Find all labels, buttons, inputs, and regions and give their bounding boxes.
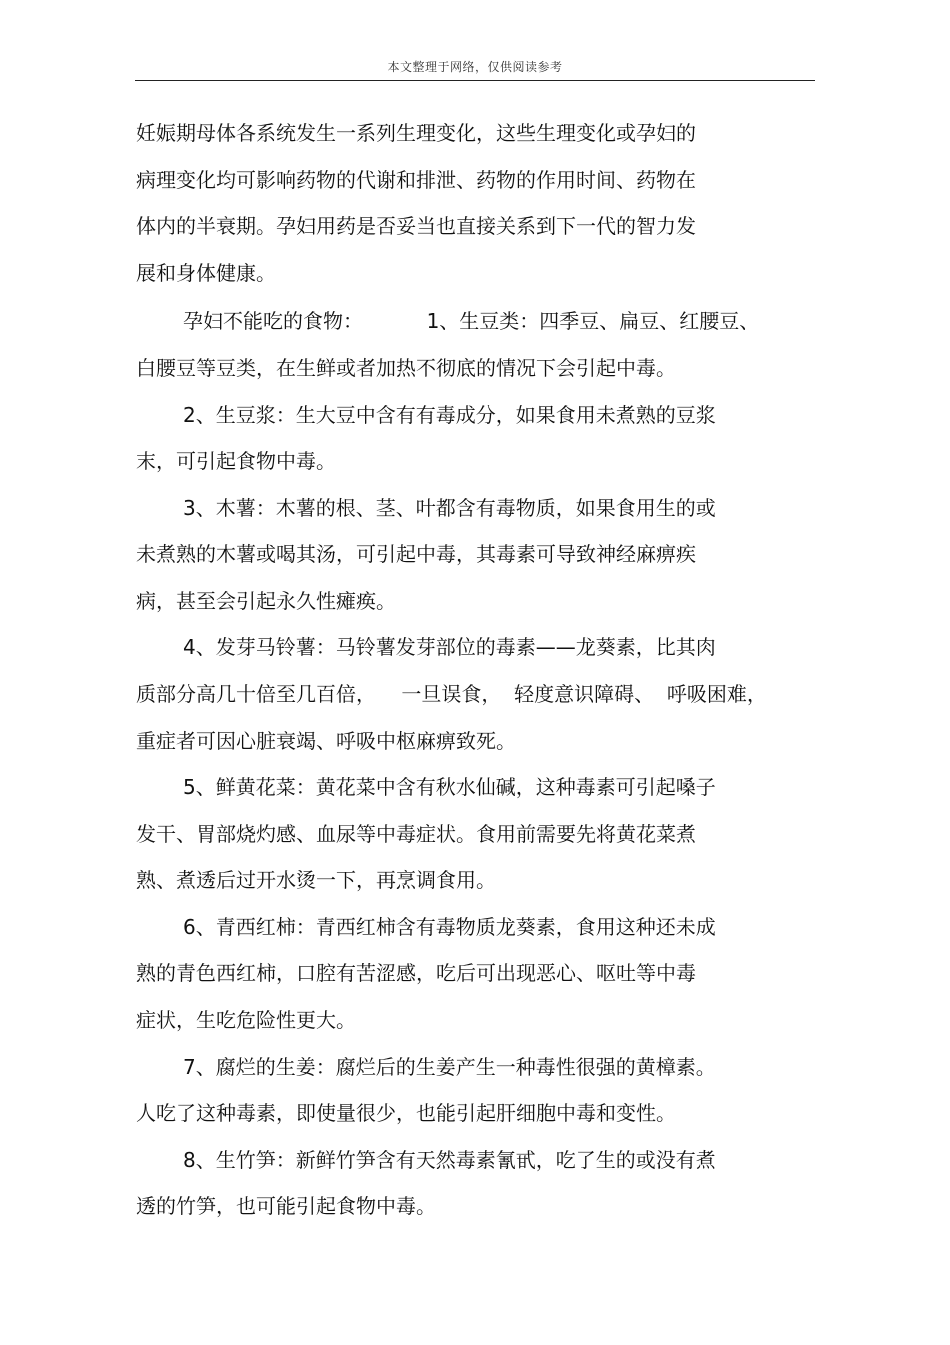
paragraph-line: 8、生竹笋：新鲜竹笋含有天然毒素氰甙，吃了生的或没有煮 [183, 1148, 716, 1172]
paragraph-line: 病理变化均可影响药物的代谢和排泄、药物的作用时间、药物在 [136, 168, 696, 192]
paragraph-line: 发干、胃部烧灼感、血尿等中毒症状。食用前需要先将黄花菜煮 [136, 822, 696, 846]
page-header: 本文整理于网络，仅供阅读参考 [387, 60, 563, 74]
paragraph-line: 白腰豆等豆类，在生鲜或者加热不彻底的情况下会引起中毒。 [136, 356, 676, 380]
paragraph-line: 展和身体健康。 [136, 261, 276, 285]
paragraph-line: 未煮熟的木薯或喝其汤，可引起中毒，其毒素可导致神经麻痹疾 [136, 542, 696, 566]
paragraph-line: 透的竹笋，也可能引起食物中毒。 [136, 1194, 436, 1218]
paragraph-line: 3、木薯：木薯的根、茎、叶都含有毒物质，如果食用生的或 [183, 496, 716, 520]
paragraph-line: 病，甚至会引起永久性瘫痪。 [136, 589, 396, 613]
paragraph-line: 孕妇不能吃的食物： 1、生豆类：四季豆、扁豆、红腰豆、 [183, 309, 760, 333]
paragraph-line: 重症者可因心脏衰竭、呼吸中枢麻痹致死。 [136, 729, 516, 753]
paragraph-line: 体内的半衰期。孕妇用药是否妥当也直接关系到下一代的智力发 [136, 214, 696, 238]
paragraph-line: 4、发芽马铃薯：马铃薯发芽部位的毒素——龙葵素，比其肉 [183, 635, 716, 659]
paragraph-line: 人吃了这种毒素，即使量很少，也能引起肝细胞中毒和变性。 [136, 1101, 676, 1125]
paragraph-line: 质部分高几十倍至几百倍， 一旦误食， 轻度意识障碍、 呼吸困难， [136, 682, 767, 706]
paragraph-line: 7、腐烂的生姜：腐烂后的生姜产生一种毒性很强的黄樟素。 [183, 1055, 716, 1079]
paragraph-line: 熟、煮透后过开水烫一下，再烹调食用。 [136, 868, 496, 892]
paragraph-line: 2、生豆浆：生大豆中含有有毒成分，如果食用未煮熟的豆浆 [183, 403, 716, 427]
paragraph-line: 5、鲜黄花菜：黄花菜中含有秋水仙碱，这种毒素可引起嗓子 [183, 775, 716, 799]
header-divider [135, 80, 815, 81]
paragraph-line: 末，可引起食物中毒。 [136, 449, 336, 473]
paragraph-line: 妊娠期母体各系统发生一系列生理变化，这些生理变化或孕妇的 [136, 121, 696, 145]
paragraph-line: 熟的青色西红柿，口腔有苦涩感，吃后可出现恶心、呕吐等中毒 [136, 961, 696, 985]
paragraph-line: 症状，生吃危险性更大。 [136, 1008, 356, 1032]
paragraph-line: 6、青西红柿：青西红柿含有毒物质龙葵素，食用这种还未成 [183, 915, 716, 939]
